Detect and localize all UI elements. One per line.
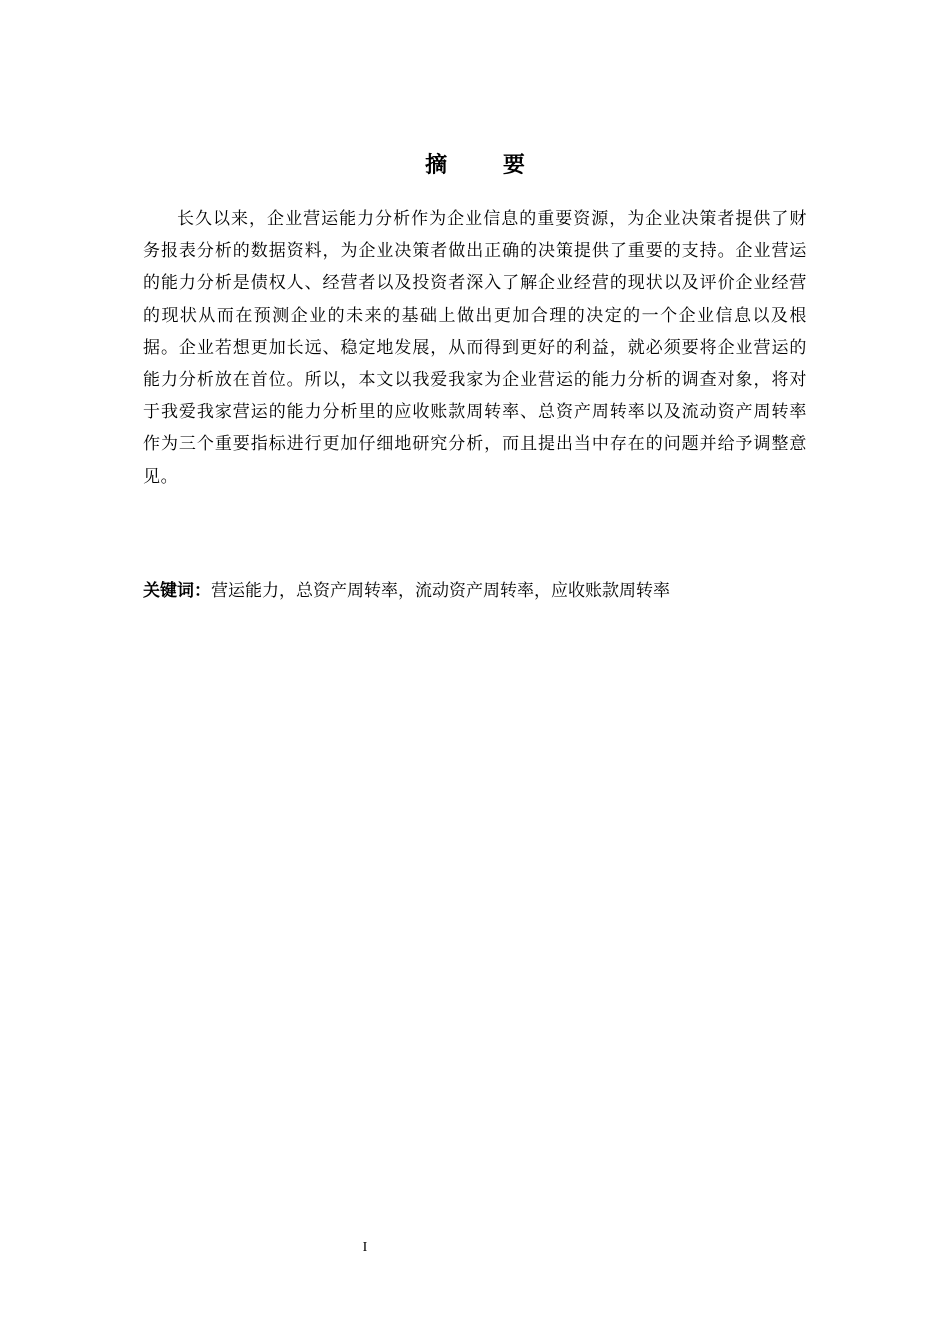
abstract-paragraph: 长久以来，企业营运能力分析作为企业信息的重要资源，为企业决策者提供了财务报表分析的数据资料，为企业决策者做出正确的决策提供了重要的支持。企业营运的能力分析是债权人、经营者以及投资者深入了解企业经营的现状以及评价企业经营的现状从而在预测企业的未来的基础上做出更加合理的决定的一个企业信息以及根据。企业若想更加长远、稳定地发展，从而得到更好的利益，就必须要将企业营运的能力分析放在首位。所以，本文以我爱我家为企业营运的能力分析的调查对象，将对于我爱我家营运的能力分析里的应收账款周转率、总资产周转率以及流动资产周转率作为三个重要指标进行更加仔细地研究分析，而且提出当中存在的问题并给予调整意见。: [143, 209, 807, 487]
abstract-title: 摘 要: [425, 153, 549, 178]
keywords-text: 营运能力，总资产周转率，流动资产周转率，应收账款周转率: [211, 581, 670, 601]
keywords-label: 关键词：: [143, 581, 211, 601]
page-number: I: [362, 1240, 368, 1255]
keywords-line: [143, 576, 807, 606]
